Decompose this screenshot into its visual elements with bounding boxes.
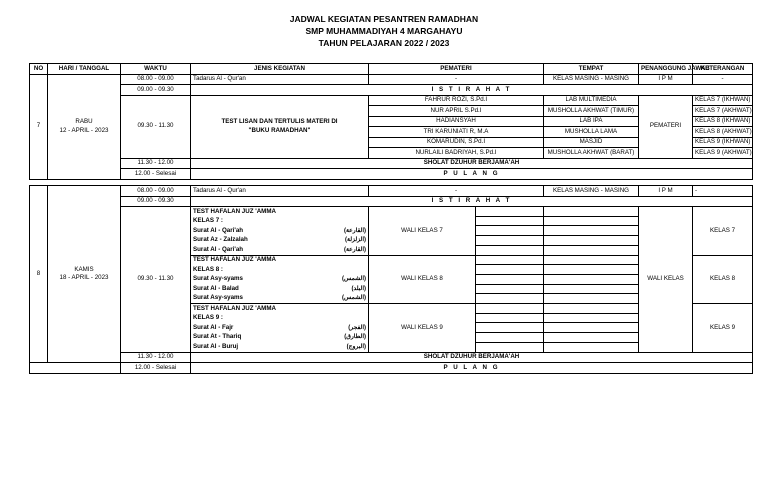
blank-grid bbox=[544, 255, 639, 304]
blank-grid bbox=[544, 207, 639, 256]
surat-arabic: (القارعة) bbox=[343, 246, 366, 253]
prayer-label: SHOLAT DZUHUR BERJAMA'AH bbox=[191, 352, 753, 363]
pj-cell: I P M bbox=[639, 74, 693, 85]
speaker-cell: NUR APRIL S.Pd.I bbox=[369, 106, 544, 117]
place-cell: MUSHOLLA LAMA bbox=[544, 127, 639, 138]
pj-cell: WALI KELAS bbox=[639, 207, 693, 353]
time-cell: 08.00 - 09.00 bbox=[121, 186, 191, 197]
row-day-date bbox=[48, 186, 121, 363]
time-cell: 11.30 - 12.00 bbox=[121, 352, 191, 363]
place-cell: MUSHOLLA AKHWAT (TIMUR) bbox=[544, 106, 639, 117]
col-day: HARI / TANGGAL bbox=[48, 64, 121, 75]
speaker-cell: HADIANSYAH bbox=[369, 116, 544, 127]
activity-line-2: "BUKU RAMADHAN" bbox=[248, 126, 311, 134]
time-cell: 12.00 - Selesai bbox=[121, 363, 191, 374]
group-class: KELAS 7 : bbox=[193, 217, 223, 224]
surat-arabic: (الشمس) bbox=[342, 276, 366, 282]
note-cell: KELAS 7 (AKHWAT) bbox=[693, 106, 753, 117]
schedule-table-day7 bbox=[29, 63, 753, 180]
home-label: P U L A N G bbox=[191, 169, 753, 180]
day-date: 18 - APRIL - 2023 bbox=[59, 274, 109, 281]
place-cell: LAB IPA bbox=[544, 116, 639, 127]
place-cell: MUSHOLLA AKHWAT (BARAT) bbox=[544, 148, 639, 159]
time-cell: 11.30 - 12.00 bbox=[121, 158, 191, 169]
col-place: TEMPAT bbox=[544, 64, 639, 75]
school-name: SMP MUHAMMADIYAH 4 MARGAHAYU bbox=[305, 26, 463, 36]
activity-cell: Tadarus Al - Qur'an bbox=[191, 186, 369, 197]
col-note: KETERANGAN bbox=[693, 64, 753, 75]
surat-arabic: (الطارق) bbox=[344, 334, 366, 340]
table-row bbox=[30, 207, 753, 256]
note-cell: KELAS 9 (IKHWAN) bbox=[693, 137, 753, 148]
note-cell: - bbox=[693, 186, 753, 197]
time-cell: 12.00 - Selesai bbox=[121, 169, 191, 180]
day-date: 12 - APRIL - 2023 bbox=[59, 126, 109, 134]
activity-group-9 bbox=[191, 304, 369, 353]
surat-name: Surat At - Thariq bbox=[193, 333, 242, 340]
note-cell: - bbox=[693, 74, 753, 85]
note-cell: KELAS 9 bbox=[693, 304, 753, 353]
table-row bbox=[30, 352, 753, 363]
table-row bbox=[30, 74, 753, 85]
surat-name: Surat Al - Buruj bbox=[193, 342, 239, 350]
table-row bbox=[30, 169, 753, 180]
speaker-cell: - bbox=[369, 186, 544, 197]
empty-cell bbox=[30, 363, 121, 374]
surat-arabic: (البلد) bbox=[351, 285, 366, 292]
speaker-cell: TRI KARUNIATI R, M.A bbox=[369, 127, 544, 138]
surat-arabic: (الزلزلة) bbox=[345, 237, 366, 243]
place-cell: KELAS MASING - MASING bbox=[544, 186, 639, 197]
surat-name: Surat Al - Qari'ah bbox=[193, 245, 244, 253]
table-row bbox=[30, 158, 753, 169]
speaker-cell: WALI KELAS 8 bbox=[369, 255, 476, 304]
row-day-date bbox=[48, 74, 121, 179]
blank-grid bbox=[476, 304, 544, 353]
place-cell: MASJID bbox=[544, 137, 639, 148]
speaker-cell: - bbox=[369, 74, 544, 85]
blank-grid bbox=[476, 207, 544, 256]
group-class: KELAS 9 : bbox=[193, 314, 223, 321]
table-row bbox=[30, 186, 753, 197]
surat-name: Surat Al - Fajr bbox=[193, 323, 234, 331]
time-cell: 09.00 - 09.30 bbox=[121, 196, 191, 207]
row-no: 8 bbox=[30, 186, 48, 363]
note-cell: KELAS 9 (AKHWAT) bbox=[693, 148, 753, 159]
activity-line-1: TEST LISAN DAN TERTULIS MATERI DI bbox=[221, 118, 338, 125]
group-title: TEST HAFALAN JUZ 'AMMA bbox=[193, 207, 276, 215]
speaker-cell: KOMARUDIN, S.Pd.I bbox=[369, 137, 544, 148]
group-class: KELAS 8 : bbox=[193, 265, 223, 273]
time-cell: 09.00 - 09.30 bbox=[121, 85, 191, 96]
speaker-cell: WALI KELAS 7 bbox=[369, 207, 476, 256]
col-speaker: PEMATERI bbox=[369, 64, 544, 75]
school-year: TAHUN PELAJARAN 2022 / 2023 bbox=[318, 38, 450, 48]
surat-name: Surat Al - Qari'ah bbox=[193, 226, 244, 234]
day-name: KAMIS bbox=[74, 265, 94, 273]
col-time: WAKTU bbox=[121, 64, 191, 75]
blank-grid bbox=[544, 304, 639, 353]
pj-cell: I P M bbox=[639, 186, 693, 197]
activity-cell bbox=[191, 95, 369, 158]
speaker-cell: WALI KELAS 9 bbox=[369, 304, 476, 353]
group-title: TEST HAFALAN JUZ 'AMMA bbox=[193, 304, 276, 312]
activity-group-7 bbox=[191, 207, 369, 256]
table-row bbox=[30, 85, 753, 96]
time-cell: 09.30 - 11.30 bbox=[121, 207, 191, 353]
surat-name: Surat Asy-syams bbox=[193, 275, 243, 282]
place-cell: KELAS MASING - MASING bbox=[544, 74, 639, 85]
note-cell: KELAS 8 bbox=[693, 255, 753, 304]
note-cell: KELAS 7 (IKHWAN) bbox=[693, 95, 753, 106]
table-row bbox=[30, 363, 753, 374]
col-activity: JENIS KEGIATAN bbox=[191, 64, 369, 75]
group-title: TEST HAFALAN JUZ 'AMMA bbox=[193, 256, 276, 263]
pj-cell: PEMATERI bbox=[639, 95, 693, 158]
surat-name: Surat Asy-syams bbox=[193, 294, 243, 301]
place-cell: LAB MULTIMEDIA bbox=[544, 95, 639, 106]
activity-group-8 bbox=[191, 255, 369, 304]
note-cell: KELAS 8 (AKHWAT) bbox=[693, 127, 753, 138]
blank-grid bbox=[476, 255, 544, 304]
table-row bbox=[30, 196, 753, 207]
home-label: P U L A N G bbox=[191, 363, 753, 374]
speaker-cell: FAHRUR ROZI, S.Pd.I bbox=[369, 95, 544, 106]
break-label: I S T I R A H A T bbox=[191, 196, 753, 207]
table-header bbox=[30, 64, 753, 75]
break-label: I S T I R A H A T bbox=[191, 85, 753, 96]
surat-arabic: (الشمس) bbox=[342, 295, 366, 301]
surat-arabic: (البروج) bbox=[346, 343, 366, 350]
time-cell: 09.30 - 11.30 bbox=[121, 95, 191, 158]
doc-title: JADWAL KEGIATAN PESANTREN RAMADHAN bbox=[289, 14, 479, 24]
activity-cell: Tadarus Al - Qur'an bbox=[191, 74, 369, 85]
col-pj: PENANGGUNG JAWAB bbox=[639, 64, 693, 75]
row-no: 7 bbox=[30, 74, 48, 179]
schedule-table-day8 bbox=[29, 185, 753, 374]
surat-arabic: (الفجر) bbox=[348, 324, 366, 331]
prayer-label: SHOLAT DZUHUR BERJAMA'AH bbox=[191, 158, 753, 169]
speaker-cell: NURLAILI BADRIYAH, S.Pd.I bbox=[369, 148, 544, 159]
note-cell: KELAS 7 bbox=[693, 207, 753, 256]
surat-name: Surat Al - Balad bbox=[193, 284, 239, 292]
day-name: RABU bbox=[75, 118, 93, 125]
time-cell: 08.00 - 09.00 bbox=[121, 74, 191, 85]
surat-name: Surat Az - Zalzalah bbox=[193, 236, 248, 243]
col-no: NO bbox=[30, 64, 48, 75]
note-cell: KELAS 8 (IKHWAN) bbox=[693, 116, 753, 127]
surat-arabic: (القارعة) bbox=[343, 227, 366, 234]
table-row bbox=[30, 95, 753, 106]
